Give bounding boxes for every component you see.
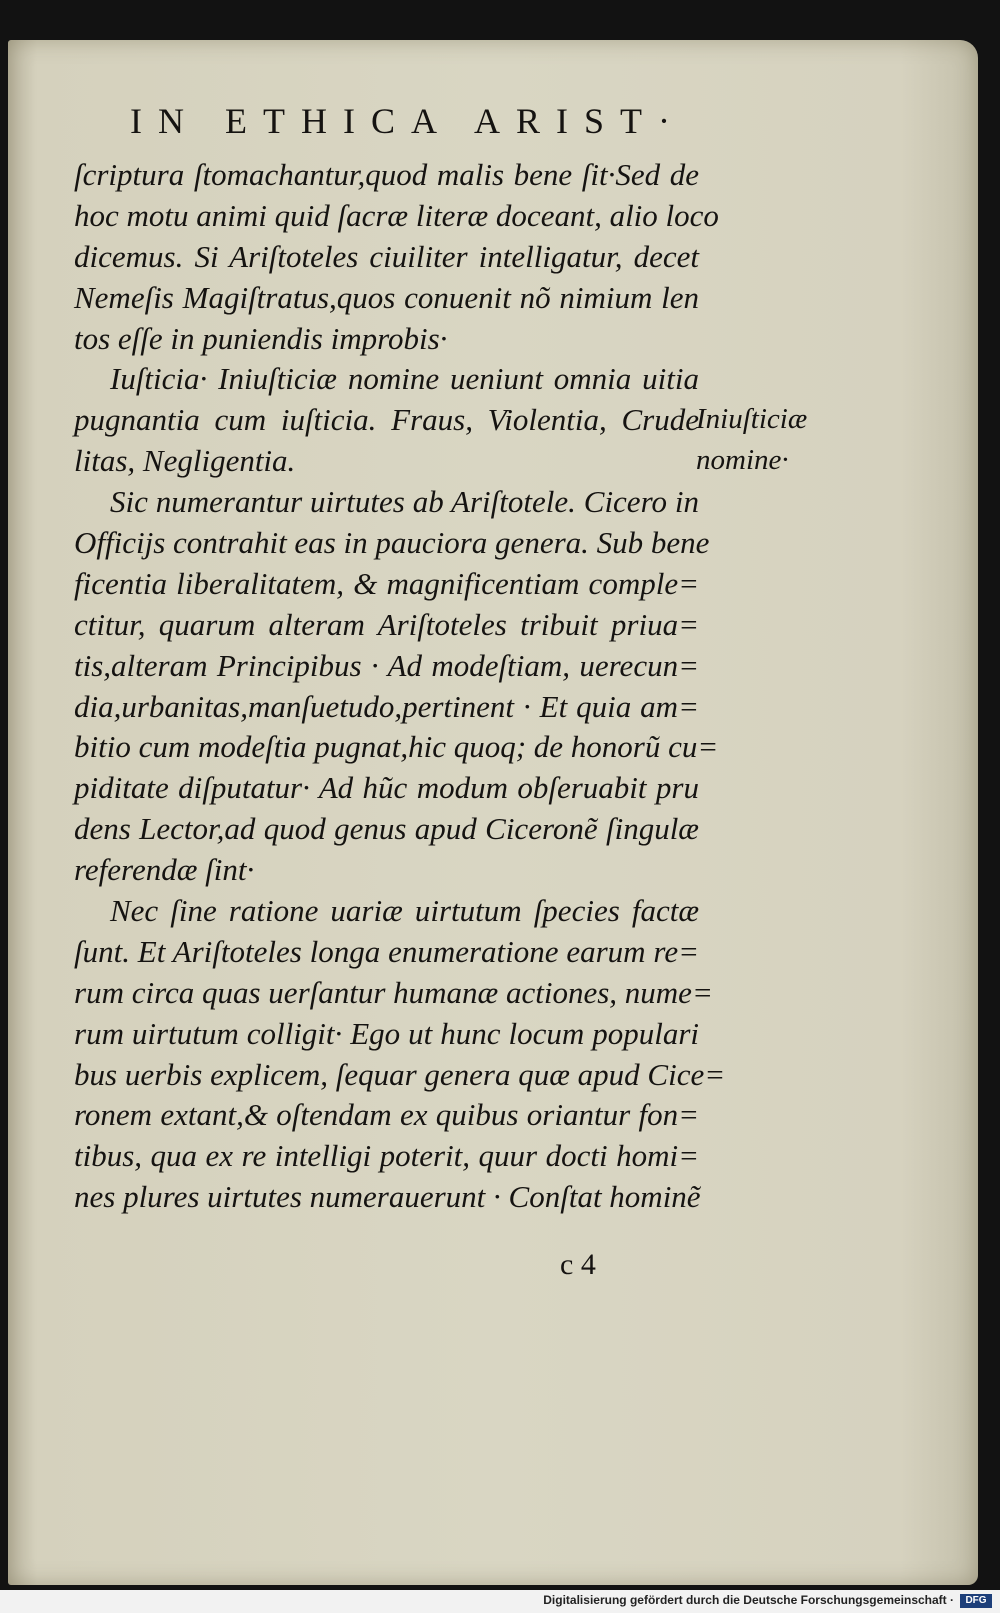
text-line: litas, Negligentia. [74, 443, 296, 479]
dfg-logo: DFG [960, 1594, 992, 1608]
text-line: Officijs contrahit eas in pauciora genera. Sub bene [74, 525, 710, 561]
margin-note-line: nomine· [696, 444, 789, 476]
text-line: ſcriptura ſtomachantur,quod malis bene ſit·Sed de [74, 157, 699, 192]
margin-note-line: Iniuſticiæ [696, 403, 808, 435]
body-text [74, 155, 726, 1218]
signature-mark: c 4 [560, 1248, 596, 1281]
running-head: IN ETHICA ARIST· [130, 101, 686, 141]
text-line: Sic numerantur uirtutes ab Ariſtotele. Cicero in [110, 484, 699, 520]
text-line: bus uerbis explicem, ſequar genera quæ apud Cice= [74, 1056, 726, 1092]
text-line: piditate diſputatur· Ad hũc modum obſeruabit pru [74, 770, 699, 806]
text-line: rum circa quas uerſantur humanæ actiones, nume= [74, 974, 713, 1010]
text-line: ronem extant,& oſtendam ex quibus oriantur fon= [74, 1097, 699, 1133]
text-line: Nemeſis Magiſtratus,quos conuenit nõ nimium len [74, 279, 699, 315]
text-line: tibus, qua ex re intelligi poterit, quur docti homi= [74, 1138, 699, 1174]
margin-note [696, 399, 846, 481]
text-line: dia,urbanitas,manſuetudo,pertinent · Et quia am= [74, 688, 699, 724]
book-page [8, 40, 978, 1585]
text-line: Iuſticia· Iniuſticiæ nomine ueniunt omnia uitia [110, 361, 699, 397]
text-line: bitio cum modeſtia pugnat,hic quoq; de honorũ cu= [74, 729, 719, 765]
text-line: ctitur, quarum alteram Ariſtoteles tribuit priua= [74, 606, 699, 642]
text-line: tos eſſe in puniendis improbis· [74, 320, 448, 356]
text-line: dens Lector,ad quod genus apud Ciceronẽ ſingulæ [74, 811, 699, 847]
text-line: Nec ſine ratione uariæ uirtutum ſpecies factæ [110, 893, 699, 929]
text-line: hoc motu animi quid ſacræ literæ doceant, alio loco [74, 197, 719, 233]
text-line: nes plures uirtutes numerauerunt · Conſtat hominẽ [74, 1179, 701, 1215]
text-line: pugnantia cum iuſticia. Fraus, Violentia, Crude [74, 402, 699, 438]
text-line: dicemus. Si Ariſtoteles ciuiliter intelligatur, decet [74, 238, 699, 274]
footer-credit: Digitalisierung gefördert durch die Deutsche Forschungsgemeinschaft · [543, 1593, 954, 1607]
text-line: tis,alteram Principibus · Ad modeſtiam, uerecun= [74, 647, 699, 683]
text-line: rum uirtutum colligit· Ego ut hunc locum populari [74, 1015, 699, 1051]
text-line: referendæ ſint· [74, 852, 255, 888]
text-line: ficentia liberalitatem, & magnificentiam comple= [74, 565, 699, 601]
digitization-footer [0, 1590, 1000, 1613]
text-line: ſunt. Et Ariſtoteles longa enumeratione earum re= [74, 933, 699, 969]
